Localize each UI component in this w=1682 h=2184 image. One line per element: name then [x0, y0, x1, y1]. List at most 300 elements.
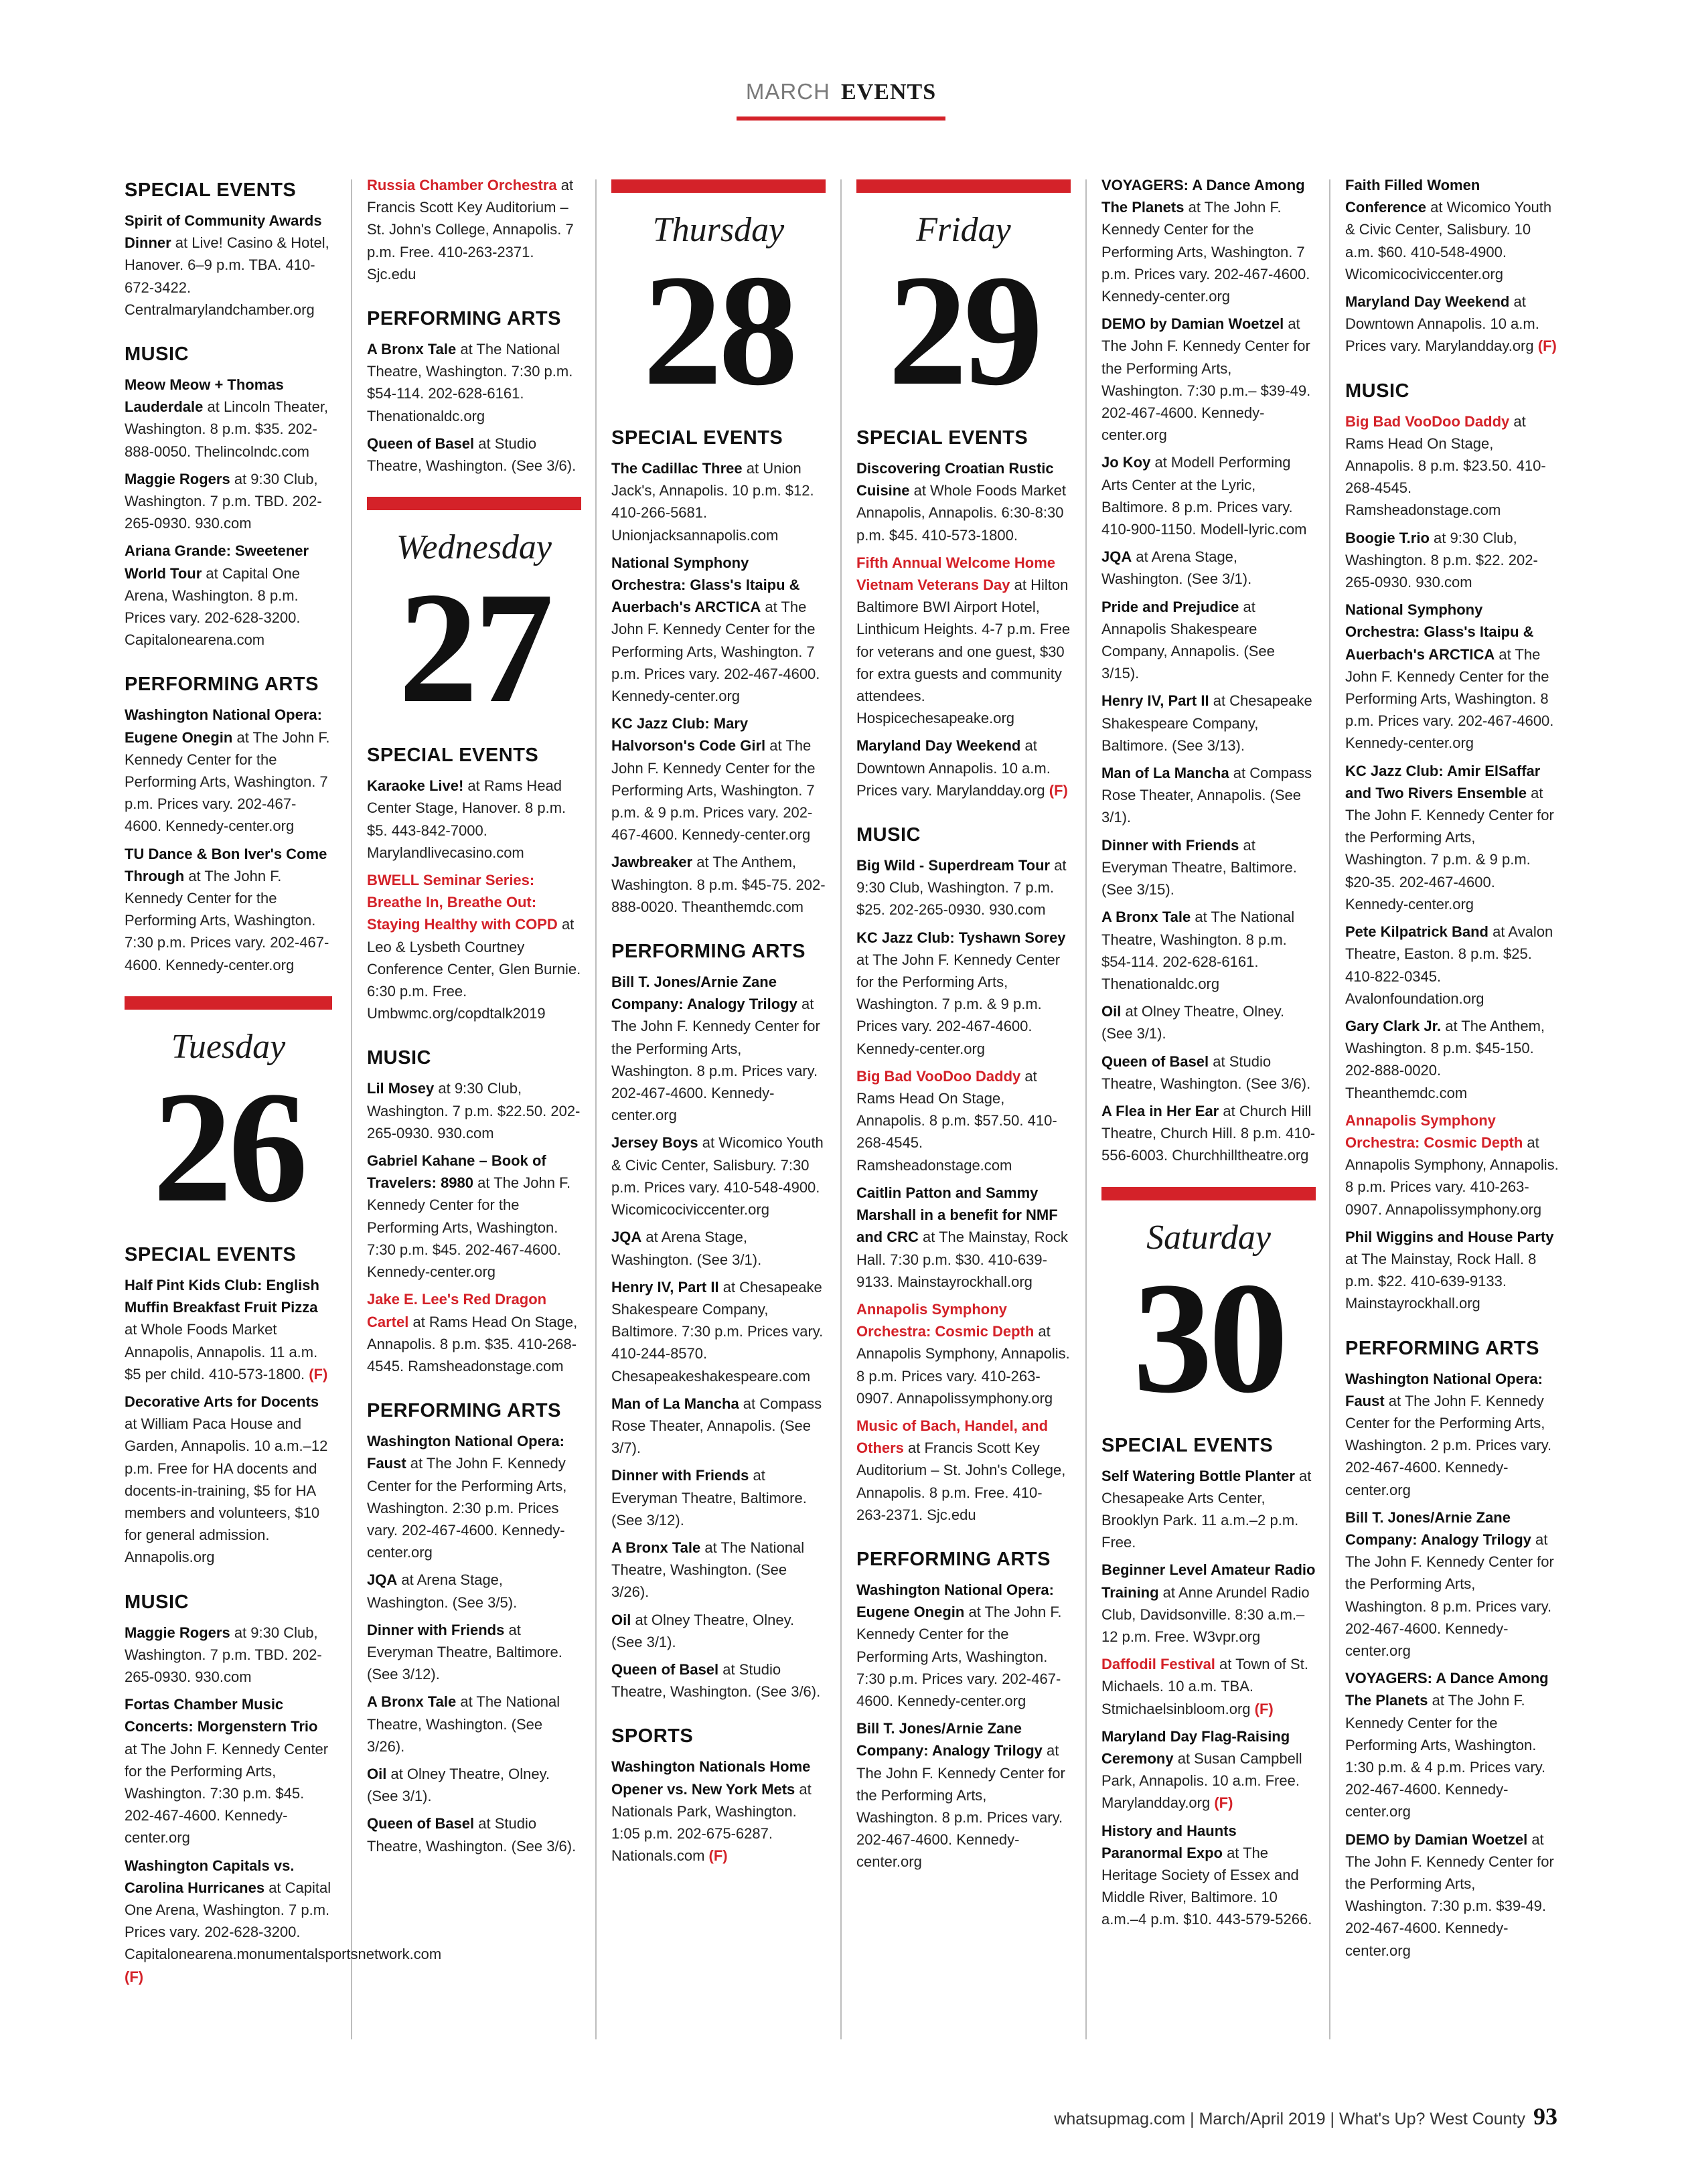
event-details: at Rams Head Center Stage, Hanover. 8 p.m. $5. 443-842-7000. Marylandlivecasino.com: [367, 777, 566, 861]
footer-text: whatsupmag.com | March/April 2019 | What's Up? West County: [1054, 2110, 1525, 2128]
event-details: at The John F. Kennedy Center for the Performing Arts, Washington. 7 p.m. Prices vary. 202-467-4600. Kennedy-center.org: [1101, 199, 1310, 305]
event-listing: [1345, 1015, 1559, 1104]
event-details: at Arena Stage, Washington. (See 3/1).: [1101, 548, 1252, 588]
event-listing: [611, 712, 826, 846]
event-listing: [1101, 451, 1316, 540]
section-heading: SPECIAL EVENTS: [1101, 1434, 1274, 1456]
event-title: Henry IV, Part II: [611, 1278, 719, 1296]
event-listing: [1345, 174, 1559, 285]
date-header: [1101, 1187, 1316, 1426]
event-title: BWELL Seminar Series: Breathe In, Breathe Out: Staying Healthy with COPD: [367, 872, 558, 933]
event-title: Henry IV, Part II: [1101, 692, 1209, 710]
event-details: at Church Hill Theatre, Church Hill. 8 p.m. 410-556-6003. Churchhilltheatre.org: [1101, 1102, 1316, 1164]
event-title: A Flea in Her Ear: [1101, 1102, 1219, 1119]
event-title: Pride and Prejudice: [1101, 598, 1239, 615]
event-details: at Avalon Theatre, Easton. 8 p.m. $25. 410-822-0345. Avalonfoundation.org: [1345, 923, 1553, 1007]
event-title: KC Jazz Club: Mary Halvorson's Code Girl: [611, 715, 766, 755]
event-title: Man of La Mancha: [1101, 765, 1229, 782]
event-title: Maggie Rogers: [125, 1624, 230, 1641]
event-details: at Everyman Theatre, Baltimore. (See 3/15).: [1101, 836, 1297, 899]
event-title: KC Jazz Club: Tyshawn Sorey: [856, 929, 1066, 946]
event-details: at The Heritage Society of Essex and Middle River, Baltimore. 10 a.m.–4 p.m. $10. 443-579-5266.: [1101, 1844, 1312, 1928]
section-heading: SPECIAL EVENTS: [125, 1243, 297, 1265]
events-column-6: [1345, 174, 1559, 1967]
events-column-2: [367, 174, 581, 1863]
event-title: Half Pint Kids Club: English Muffin Breakfast Fruit Pizza: [125, 1276, 319, 1316]
event-details: at Studio Theatre, Washington. (See 3/6).: [367, 435, 577, 475]
event-listing: [856, 734, 1071, 801]
event-listing: [611, 1609, 826, 1653]
event-details: at Capital One Arena, Washington. 7 p.m. Prices vary. 202-628-3200. Capitalonearena.monumentalsportsnetwork.com: [125, 1879, 442, 1963]
weekday-label: Wednesday: [396, 528, 552, 567]
event-listing: [1101, 596, 1316, 685]
date-header: [856, 179, 1071, 418]
event-title: Man of La Mancha: [611, 1395, 739, 1412]
event-title: Queen of Basel: [367, 1815, 475, 1832]
event-listing: [611, 1393, 826, 1460]
section-heading: PERFORMING ARTS: [611, 941, 806, 963]
event-details: at Anne Arundel Radio Club, Davidsonville. 8:30 a.m.–12 p.m. Free. W3vpr.org: [1101, 1583, 1310, 1645]
section-heading: MUSIC: [1345, 380, 1409, 402]
event-listing: [856, 1717, 1071, 1873]
event-listing: [1101, 1000, 1316, 1044]
event-listing: [1101, 1100, 1316, 1167]
event-listing: [1345, 1109, 1559, 1221]
event-details: at Leo & Lysbeth Courtney Conference Center, Glen Burnie. 6:30 p.m. Free. Umbwmc.org/copdtalk2019: [367, 916, 581, 1022]
event-title: Big Bad VooDoo Daddy: [856, 1067, 1021, 1085]
event-listing: [1101, 174, 1316, 307]
event-details: at The Mainstay, Rock Hall. 8 p.m. $22. 410-639-9133. Mainstayrockhall.org: [1345, 1250, 1537, 1312]
event-details: at The Mainstay, Rock Hall. 7:30 p.m. $30. 410-639-9133. Mainstayrockhall.org: [856, 1229, 1068, 1290]
page-header: [0, 79, 1682, 105]
event-listing: [367, 1569, 581, 1613]
event-listing: [856, 1065, 1071, 1176]
section-heading: MUSIC: [856, 824, 921, 846]
event-details: at The National Theatre, Washington. (See 3/26).: [367, 1693, 560, 1755]
event-listing: [367, 1619, 581, 1686]
event-details: at Chesapeake Shakespeare Company, Baltimore. 7:30 p.m. Prices vary. 410-244-8570. Chesapeakeshakespeare.com: [611, 1278, 824, 1385]
event-listing: [125, 1274, 332, 1385]
event-title: JQA: [611, 1229, 642, 1246]
event-title: DEMO by Damian Woetzel: [1101, 315, 1284, 333]
event-details: at Modell Performing Arts Center at the Lyric, Baltimore. 8 p.m. Prices vary. 410-900-1150. Modell-lyric.com: [1101, 454, 1307, 538]
event-listing: [367, 1077, 581, 1144]
event-details: at The John F. Kennedy Center for the Performing Arts, Washington. 2:30 p.m. Prices vary. 202-467-4600. Kennedy-center.org: [367, 1455, 567, 1561]
section-heading: SPECIAL EVENTS: [611, 427, 783, 449]
event-details: at Francis Scott Key Auditorium – St. John's College, Annapolis. 8 p.m. Free. 410-263-2371. Sjc.edu: [856, 1439, 1066, 1523]
event-title: VOYAGERS: A Dance Among The Planets: [1345, 1670, 1549, 1709]
event-title: Jake E. Lee's Red Dragon Cartel: [367, 1291, 547, 1330]
event-details: at Downtown Annapolis. 10 a.m. Prices vary. Marylandday.org: [1345, 293, 1539, 355]
event-details: at The John F. Kennedy Center for the Performing Arts, Washington. 7:30 p.m. $39-49. 202-467-4600. Kennedy-center.org: [1345, 1830, 1554, 1959]
date-bar: [856, 179, 1071, 193]
event-details: at The Anthem, Washington. 8 p.m. $45-75. 202-888-0020. Theanthemdc.com: [611, 854, 826, 915]
event-listing: [1345, 599, 1559, 754]
event-title: Gary Clark Jr.: [1345, 1017, 1442, 1034]
event-details: at Annapolis Symphony, Annapolis. 8 p.m. Prices vary. 410-263-0907. Annapolissymphony.org: [856, 1323, 1070, 1407]
event-title: Self Watering Bottle Planter: [1101, 1467, 1295, 1484]
date-number: 30: [1133, 1249, 1284, 1426]
event-listing: [611, 1464, 826, 1531]
date-number: 27: [398, 560, 550, 736]
event-listing: [1345, 1226, 1559, 1315]
event-listing: [1345, 760, 1559, 915]
event-listing: [611, 851, 826, 918]
date-header: [125, 996, 332, 1235]
event-title: The Cadillac Three: [611, 460, 743, 477]
event-listing: [1345, 1667, 1559, 1822]
event-listing: [1101, 1725, 1316, 1814]
event-details: at The John F. Kennedy Center for the Performing Arts, Washington. 7 p.m. & 9 p.m. $20-35. 202-467-4600. Kennedy-center.org: [1345, 784, 1554, 913]
event-listing: [367, 775, 581, 864]
event-title: Bill T. Jones/Arnie Zane Company: Analogy Trilogy: [611, 973, 797, 1013]
event-details: at Susan Campbell Park, Annapolis. 10 a.m. Free. Marylandday.org: [1101, 1749, 1302, 1812]
event-title: Gabriel Kahane – Book of Travelers: 8980: [367, 1152, 546, 1192]
weekday-label: Thursday: [652, 211, 785, 249]
event-title: A Bronx Tale: [367, 1693, 457, 1711]
event-details: at Arena Stage, Washington. (See 3/5).: [367, 1571, 518, 1611]
event-details: at The John F. Kennedy Center for the Performing Arts, Washington. 7 p.m. Prices vary. 202-467-4600. Kennedy-center.org: [125, 728, 330, 835]
page-footer: [1054, 2102, 1557, 2130]
date-number: 29: [888, 242, 1039, 418]
column-divider: [1085, 179, 1087, 2039]
event-listing: [125, 540, 332, 651]
event-details: at William Paca House and Garden, Annapolis. 10 a.m.–12 p.m. Free for HA docents and docents-in-training, $5 for HA members and volunteers, $10 for general admission. Annapolis.org: [125, 1415, 328, 1566]
event-details: at The John F. Kennedy Center for the Performing Arts, Washington. 7:30 p.m. Prices vary. 202-467-4600. Kennedy-center.org: [856, 1604, 1062, 1709]
event-details: at Wicomico Youth & Civic Center, Salisbury. 7:30 p.m. Prices vary. 410-548-4900. Wicomicociviccenter.org: [611, 1134, 824, 1219]
event-details: at Wicomico Youth & Civic Center, Salisbury. 10 a.m. $60. 410-548-4900. Wicomicociviccenter.org: [1345, 199, 1552, 283]
event-listing: [1101, 1050, 1316, 1095]
section-heading: PERFORMING ARTS: [125, 674, 319, 696]
event-title: Meow Meow + Thomas Lauderdale: [125, 376, 284, 416]
family-friendly-badge: (F): [125, 1968, 144, 1985]
event-details: at 9:30 Club, Washington. 7 p.m. $25. 202-265-0930. 930.com: [856, 857, 1067, 919]
event-title: Maggie Rogers: [125, 470, 230, 487]
event-details: at The John F. Kennedy Center for the Performing Arts, Washington. 7 p.m. & 9 p.m. Prices vary. 202-467-4600. Kennedy-center.org: [611, 737, 816, 844]
event-listing: [1101, 1653, 1316, 1720]
event-details: at The John F. Kennedy Center for the Performing Arts, Washington. 7:30 p.m. $45. 202-467-4600. Kennedy-center.org: [125, 1740, 329, 1847]
family-friendly-badge: (F): [1537, 337, 1557, 355]
event-title: Boogie T.rio: [1345, 529, 1430, 546]
event-details: at Studio Theatre, Washington. (See 3/6).: [1101, 1052, 1311, 1092]
event-details: at Chesapeake Shakespeare Company, Baltimore. (See 3/13).: [1101, 692, 1312, 754]
event-title: Pete Kilpatrick Band: [1345, 923, 1488, 941]
event-title: Fifth Annual Welcome Home Vietnam Veterans Day: [856, 554, 1056, 594]
event-title: Discovering Croatian Rustic Cuisine: [856, 460, 1054, 499]
event-details: at Whole Foods Market Annapolis, Annapolis. 6:30-8:30 p.m. $45. 410-573-1800.: [856, 482, 1067, 544]
event-listing: [1345, 410, 1559, 522]
event-details: at The John F. Kennedy Center for the Performing Arts, Washington. 7:30 p.m. $45. 202-467-4600. Kennedy-center.org: [367, 1174, 571, 1281]
event-title: Maryland Day Weekend: [1345, 293, 1510, 311]
event-details: at Town of St. Michaels. 10 a.m. TBA. Stmichaelsinbloom.org: [1101, 1656, 1308, 1717]
section-heading: PERFORMING ARTS: [367, 308, 561, 330]
event-details: at The John F. Kennedy Center for the Performing Arts, Washington. 7:30 p.m.– $39-49. 202-467-4600. Kennedy-center.org: [1101, 315, 1311, 444]
event-title: Oil: [367, 1765, 387, 1782]
event-listing: [367, 1763, 581, 1807]
event-details: at Everyman Theatre, Baltimore. (See 3/12).: [367, 1621, 562, 1683]
event-listing: [856, 552, 1071, 730]
family-friendly-badge: (F): [708, 1847, 728, 1865]
event-listing: [1101, 546, 1316, 590]
event-listing: [1101, 762, 1316, 829]
event-title: Washington National Opera: Faust: [1345, 1370, 1543, 1409]
event-details: at The John F. Kennedy Center for the Performing Arts, Washington. 8 p.m. Prices vary. 202-467-4600. Kennedy-center.org: [856, 1742, 1065, 1871]
event-title: Washington Capitals vs. Carolina Hurricanes: [125, 1857, 295, 1896]
event-title: Decorative Arts for Docents: [125, 1393, 319, 1410]
event-details: at Live! Casino & Hotel, Hanover. 6–9 p.m. TBA. 410-672-3422. Centralmarylandchamber.org: [125, 234, 329, 318]
date-bar: [1101, 1187, 1316, 1200]
section-heading: PERFORMING ARTS: [1345, 1337, 1539, 1359]
event-title: Queen of Basel: [611, 1660, 719, 1678]
section-heading: PERFORMING ARTS: [367, 1400, 561, 1422]
event-title: Queen of Basel: [367, 435, 475, 452]
event-details: at Arena Stage, Washington. (See 3/1).: [611, 1229, 762, 1268]
event-title: Big Bad VooDoo Daddy: [1345, 412, 1510, 430]
event-listing: [856, 1415, 1071, 1526]
events-column-5: [1101, 174, 1316, 1936]
event-listing: [611, 1537, 826, 1604]
section-heading: MUSIC: [367, 1047, 431, 1069]
event-listing: [125, 1391, 332, 1569]
event-title: Washington National Opera: Faust: [367, 1433, 564, 1472]
event-title: DEMO by Damian Woetzel: [1345, 1830, 1528, 1848]
event-title: Russia Chamber Orchestra: [367, 177, 557, 193]
event-title: VOYAGERS: A Dance Among The Planets: [1101, 177, 1305, 216]
event-title: Maryland Day Flag-Raising Ceremony: [1101, 1727, 1290, 1767]
event-details: at Rams Head On Stage, Annapolis. 8 p.m. $23.50. 410-268-4545. Ramsheadonstage.com: [1345, 412, 1546, 519]
event-listing: [367, 1812, 581, 1857]
event-title: Music of Bach, Handel, and Others: [856, 1417, 1049, 1457]
event-listing: [611, 1658, 826, 1703]
event-listing: [1345, 527, 1559, 594]
event-listing: [611, 971, 826, 1126]
event-title: Fortas Chamber Music Concerts: Morgenstern Trio: [125, 1696, 318, 1735]
event-title: Big Wild - Superdream Tour: [856, 857, 1051, 874]
event-details: at Annapolis Shakespeare Company, Annapolis. (See 3/15).: [1101, 598, 1275, 682]
event-details: at The John F. Kennedy Center for the Performing Arts, Washington. 7:30 p.m. Prices vary. 202-467-4600. Kennedy-center.org: [125, 867, 329, 973]
date-number: 26: [153, 1059, 304, 1235]
event-title: Lil Mosey: [367, 1080, 435, 1097]
event-details: at Downtown Annapolis. 10 a.m. Prices vary. Marylandday.org: [856, 737, 1051, 799]
event-title: Jersey Boys: [611, 1134, 698, 1152]
event-title: Washington National Opera: Eugene Onegin: [856, 1581, 1054, 1621]
event-title: Daffodil Festival: [1101, 1656, 1215, 1673]
event-title: National Symphony Orchestra: Glass's Itaipu & Auerbach's ARCTICA: [1345, 601, 1534, 663]
page-number: 93: [1533, 2103, 1557, 2130]
event-listing: [856, 1298, 1071, 1409]
event-listing: [367, 1288, 581, 1377]
event-listing: [367, 1691, 581, 1758]
event-title: A Bronx Tale: [1101, 909, 1191, 926]
event-listing: [367, 1150, 581, 1283]
event-title: Annapolis Symphony Orchestra: Cosmic Depth: [1345, 1111, 1523, 1151]
event-listing: [611, 1132, 826, 1221]
events-column-3: [611, 174, 826, 1872]
column-divider: [595, 179, 597, 2039]
column-divider: [1329, 179, 1330, 2039]
event-details: at Annapolis Symphony, Annapolis. 8 p.m. Prices vary. 410-263-0907. Annapolissymphony.org: [1345, 1134, 1559, 1218]
weekday-label: Saturday: [1146, 1218, 1271, 1257]
event-title: TU Dance & Bon Iver's Come Through: [125, 845, 327, 884]
date-bar: [611, 179, 826, 193]
header-prefix: MARCH: [745, 79, 830, 104]
event-listing: [125, 210, 332, 321]
header-title: EVENTS: [841, 80, 937, 104]
weekday-label: Friday: [916, 211, 1011, 249]
event-listing: [856, 457, 1071, 546]
event-details: at Nationals Park, Washington. 1:05 p.m. 202-675-6287. Nationals.com: [611, 1780, 812, 1865]
event-title: National Symphony Orchestra: Glass's Itaipu & Auerbach's ARCTICA: [611, 554, 800, 616]
date-bar: [125, 996, 332, 1010]
event-title: Jo Koy: [1101, 454, 1151, 471]
event-title: Caitlin Patton and Sammy Marshall in a benefit for NMF and CRC: [856, 1184, 1058, 1246]
event-listing: [367, 433, 581, 477]
event-listing: [1345, 1368, 1559, 1501]
event-title: Bill T. Jones/Arnie Zane Company: Analogy Trilogy: [1345, 1508, 1531, 1548]
event-details: at The National Theatre, Washington. (See 3/26).: [611, 1539, 805, 1601]
event-listing: [856, 1182, 1071, 1293]
event-listing: [856, 927, 1071, 1060]
event-details: at 9:30 Club, Washington. 7 p.m. TBD. 202-265-0930. 930.com: [125, 470, 322, 532]
event-listing: [367, 338, 581, 427]
event-details: at Olney Theatre, Olney. (See 3/1).: [1101, 1003, 1285, 1042]
event-listing: [611, 1276, 826, 1387]
event-listing: [1345, 921, 1559, 1010]
event-listing: [1101, 1465, 1316, 1554]
event-title: A Bronx Tale: [367, 341, 457, 358]
event-details: at Studio Theatre, Washington. (See 3/6).: [611, 1660, 821, 1701]
event-listing: [611, 1226, 826, 1270]
event-listing: [856, 854, 1071, 921]
event-title: Annapolis Symphony Orchestra: Cosmic Depth: [856, 1300, 1035, 1340]
event-title: Dinner with Friends: [611, 1467, 749, 1484]
event-details: at The John F. Kennedy Center for the Performing Arts, Washington. 8 p.m. Prices vary. 202-467-4600. Kennedy-center.org: [1345, 1531, 1554, 1659]
event-title: Oil: [611, 1611, 631, 1628]
event-listing: [125, 843, 332, 976]
event-title: Jawbreaker: [611, 854, 693, 871]
event-listing: [367, 1430, 581, 1563]
event-listing: [125, 1855, 442, 1988]
event-details: at Lincoln Theater, Washington. 8 p.m. $35. 202-888-0050. Thelincolndc.com: [125, 398, 329, 460]
event-listing: [125, 1693, 332, 1849]
event-listing: [125, 374, 332, 463]
event-details: at 9:30 Club, Washington. 8 p.m. $22. 202-265-0930. 930.com: [1345, 529, 1538, 591]
event-title: JQA: [1101, 548, 1132, 566]
event-details: at Studio Theatre, Washington. (See 3/6).: [367, 1815, 577, 1855]
event-title: Beginner Level Amateur Radio Training: [1101, 1561, 1316, 1601]
event-title: Washington Nationals Home Opener vs. New York Mets: [611, 1758, 811, 1798]
event-listing: [611, 457, 826, 546]
section-heading: SPECIAL EVENTS: [856, 427, 1028, 449]
family-friendly-badge: (F): [1049, 781, 1068, 799]
header-rule: [737, 116, 945, 121]
event-details: at Everyman Theatre, Baltimore. (See 3/12).: [611, 1467, 807, 1529]
event-details: at The National Theatre, Washington. 7:30 p.m. $54-114. 202-628-6161. Thenationaldc.org: [367, 341, 573, 424]
event-details: at The John F. Kennedy Center for the Performing Arts, Washington. 7 p.m. Prices vary. 202-467-4600. Kennedy-center.org: [611, 599, 820, 705]
event-listing: [125, 704, 332, 837]
event-title: Dinner with Friends: [367, 1621, 505, 1638]
section-heading: PERFORMING ARTS: [856, 1548, 1051, 1570]
event-details: at Olney Theatre, Olney. (See 3/1).: [367, 1765, 550, 1805]
event-details: at 9:30 Club, Washington. 7 p.m. $22.50. 202-265-0930. 930.com: [367, 1080, 581, 1142]
date-number: 28: [643, 242, 794, 418]
column-divider: [840, 179, 842, 2039]
weekday-label: Tuesday: [171, 1027, 286, 1066]
event-listing: [125, 1622, 332, 1689]
event-details: at The John F. Kennedy Center for the Performing Arts, Washington. 2 p.m. Prices vary. 202-467-4600. Kennedy-center.org: [1345, 1392, 1552, 1498]
event-listing: [856, 1579, 1071, 1712]
date-header: [611, 179, 826, 418]
section-heading: SPECIAL EVENTS: [367, 745, 539, 767]
event-listing: [1101, 690, 1316, 757]
event-listing: [611, 1756, 826, 1867]
section-heading: MUSIC: [125, 343, 189, 366]
event-title: Maryland Day Weekend: [856, 737, 1021, 755]
event-listing: [1101, 313, 1316, 446]
column-divider: [351, 179, 352, 2039]
event-details: at Rams Head On Stage, Annapolis. 8 p.m. $35. 410-268-4545. Ramsheadonstage.com: [367, 1313, 578, 1375]
event-title: Phil Wiggins and House Party: [1345, 1228, 1554, 1245]
section-heading: MUSIC: [125, 1591, 189, 1613]
event-listing: [1345, 291, 1559, 358]
event-listing: [1101, 906, 1316, 995]
event-title: Oil: [1101, 1003, 1122, 1020]
date-bar: [367, 497, 581, 510]
event-listing: [367, 869, 581, 1024]
event-listing: [1101, 834, 1316, 901]
event-details: at The National Theatre, Washington. 8 p.m. $54-114. 202-628-6161. Thenationaldc.org: [1101, 909, 1295, 992]
event-title: A Bronx Tale: [611, 1539, 701, 1556]
event-details: at The Anthem, Washington. 8 p.m. $45-150. 202-888-0020. Theanthemdc.com: [1345, 1017, 1545, 1101]
family-friendly-badge: (F): [1214, 1794, 1233, 1812]
event-details: at Compass Rose Theater, Annapolis. (See 3/7).: [611, 1395, 822, 1457]
event-title: History and Haunts Paranormal Expo: [1101, 1822, 1237, 1861]
event-listing: [1345, 1828, 1559, 1962]
event-title: KC Jazz Club: Amir ElSaffar and Two Rivers Ensemble: [1345, 762, 1541, 801]
event-listing: [1101, 1820, 1316, 1931]
event-details: at Compass Rose Theater, Annapolis. (See 3/1).: [1101, 765, 1312, 826]
family-friendly-badge: (F): [1254, 1700, 1274, 1717]
event-details: at Hilton Baltimore BWI Airport Hotel, Linthicum Heights. 4-7 p.m. Free for veterans and one guest, $30 for extra guests and community attendees. Hospicechesapeake.org: [856, 576, 1071, 727]
event-details: at Rams Head On Stage, Annapolis. 8 p.m. $57.50. 410-268-4545. Ramsheadonstage.com: [856, 1067, 1057, 1174]
events-column-4: [856, 174, 1071, 1879]
event-listing: [125, 468, 332, 535]
event-listing: [1345, 1506, 1559, 1662]
event-details: at Francis Scott Key Auditorium – St. John's College, Annapolis. 7 p.m. Free. 410-263-2371. Sjc.edu: [367, 177, 574, 283]
event-title: Ariana Grande: Sweetener World Tour: [125, 542, 309, 582]
event-title: Bill T. Jones/Arnie Zane Company: Analogy Trilogy: [856, 1720, 1043, 1760]
event-details: at Whole Foods Market Annapolis, Annapolis. 11 a.m. $5 per child. 410-573-1800.: [125, 1321, 318, 1383]
section-heading: SPECIAL EVENTS: [125, 179, 297, 201]
event-title: Faith Filled Women Conference: [1345, 177, 1480, 216]
family-friendly-badge: (F): [309, 1365, 328, 1383]
event-details: at The John F. Kennedy Center for the Performing Arts, Washington. 8 p.m. Prices vary. 202-467-4600. Kennedy-center.org: [611, 996, 820, 1124]
event-details: at Olney Theatre, Olney. (See 3/1).: [611, 1611, 795, 1650]
event-title: Washington National Opera: Eugene Onegin: [125, 706, 322, 746]
event-details: at The John F. Kennedy Center for the Performing Arts, Washington. 8 p.m. Prices vary. 202-467-4600. Kennedy-center.org: [1345, 645, 1554, 752]
section-heading: SPORTS: [611, 1725, 694, 1747]
event-title: JQA: [367, 1571, 398, 1589]
event-title: Spirit of Community Awards Dinner: [125, 212, 322, 252]
event-listing: [367, 174, 581, 285]
event-listing: [611, 552, 826, 707]
event-title: Dinner with Friends: [1101, 836, 1239, 854]
event-details: at The John F. Kennedy Center for the Performing Arts, Washington. 1:30 p.m. & 4 p.m. Prices vary. 202-467-4600. Kennedy-center.org: [1345, 1692, 1546, 1820]
event-title: Queen of Basel: [1101, 1052, 1209, 1070]
event-details: at The John F. Kennedy Center for the Performing Arts, Washington. 7 p.m. & 9 p.m. Prices vary. 202-467-4600. Kennedy-center.org: [856, 951, 1061, 1057]
event-title: Karaoke Live!: [367, 777, 464, 795]
date-header: [367, 497, 581, 736]
